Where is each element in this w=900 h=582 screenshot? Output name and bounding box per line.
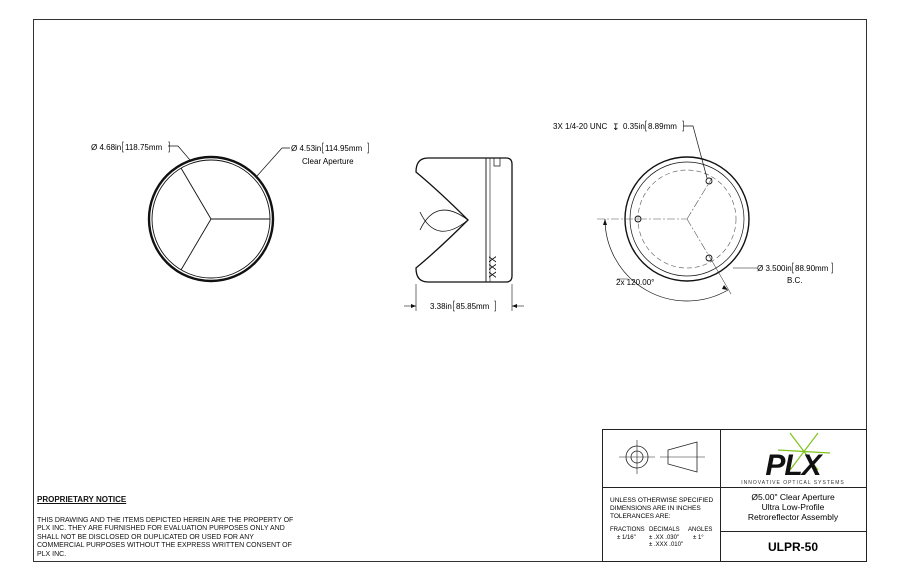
notice-title: PROPRIETARY NOTICE (37, 495, 127, 504)
description-line: Ø5.00" Clear Aperture (751, 492, 835, 502)
part-number: ULPR-50 (767, 540, 819, 554)
angles-header: ANGLES (688, 527, 713, 533)
notice-body: THIS DRAWING AND THE ITEMS DEPICTED HEREIN ARE THE PROPERTY OF PLX INC. THEY ARE FURNISHED FOR EVALUATION PURPOSES ONLY AND SHALL NOT BE DISCLOSED OR DUPLICATED OR USED FOR ANY COMMERCIAL PURPOSES WITHOUT THE EXPRESS WRITTEN CONSENT OF PLX INC. (37, 516, 294, 558)
title-block (603, 430, 867, 562)
thread-callout: 3X 1/4-20 UNC (553, 122, 608, 131)
description-line: Retroreflector Assembly (747, 512, 839, 522)
front-view (91, 142, 369, 281)
side-view (404, 158, 524, 311)
aperture-dia-leader (257, 148, 290, 176)
side-notch (494, 158, 500, 166)
angle-label: 2x 120.00° (616, 278, 655, 287)
side-engraving: XXX (488, 254, 499, 278)
description-line: Ultra Low-Profile (761, 502, 825, 512)
thread-leader (683, 126, 707, 178)
bc-note: B.C. (787, 276, 803, 285)
rear-view (553, 121, 833, 301)
length-label: 3.38in (430, 302, 452, 311)
outer-dia-leader (168, 146, 190, 160)
aperture-note: Clear Aperture (302, 157, 354, 166)
aperture-dia-mm: 114.95mm (325, 144, 363, 153)
fractions-header: FRACTIONS (610, 527, 645, 533)
projection-symbol (619, 440, 705, 474)
front-prism-edge (181, 168, 211, 219)
thread-depth: 0.35in (623, 122, 645, 131)
logo-tagline: INNOVATIVE OPTICAL SYSTEMS (741, 480, 845, 486)
fractions-value: ± 1/16" (617, 535, 636, 541)
tolerance-line: UNLESS OTHERWISE SPECIFIED (610, 497, 714, 504)
thread-depth-mm: 8.89mm (648, 122, 677, 131)
length-mm: 85.85mm (456, 302, 490, 311)
outer-dia-mm: 118.75mm (125, 143, 163, 152)
front-prism-edge (181, 219, 211, 270)
plx-logo (741, 433, 844, 486)
angles-value: ± 1° (693, 535, 704, 541)
outer-dia-label: Ø 4.68in (91, 143, 122, 152)
proprietary-notice (37, 496, 297, 560)
bc-dia-mm: 88.90mm (795, 264, 829, 273)
decimals-value: ± .XX .030" (649, 535, 680, 541)
tolerance-line: TOLERANCES ARE: (610, 513, 671, 520)
aperture-dia-label: Ø 4.53in (291, 144, 322, 153)
bc-dia-label: Ø 3.500in (757, 264, 792, 273)
decimals-header: DECIMALS (649, 527, 680, 533)
angle-arc (605, 219, 728, 301)
logo-text: PLX (765, 449, 821, 482)
tolerance-line: DIMENSIONS ARE IN INCHES (610, 505, 701, 512)
thread-depth-symbol: ↧ (612, 122, 620, 132)
decimals-value: ± .XXX .010" (649, 542, 684, 548)
